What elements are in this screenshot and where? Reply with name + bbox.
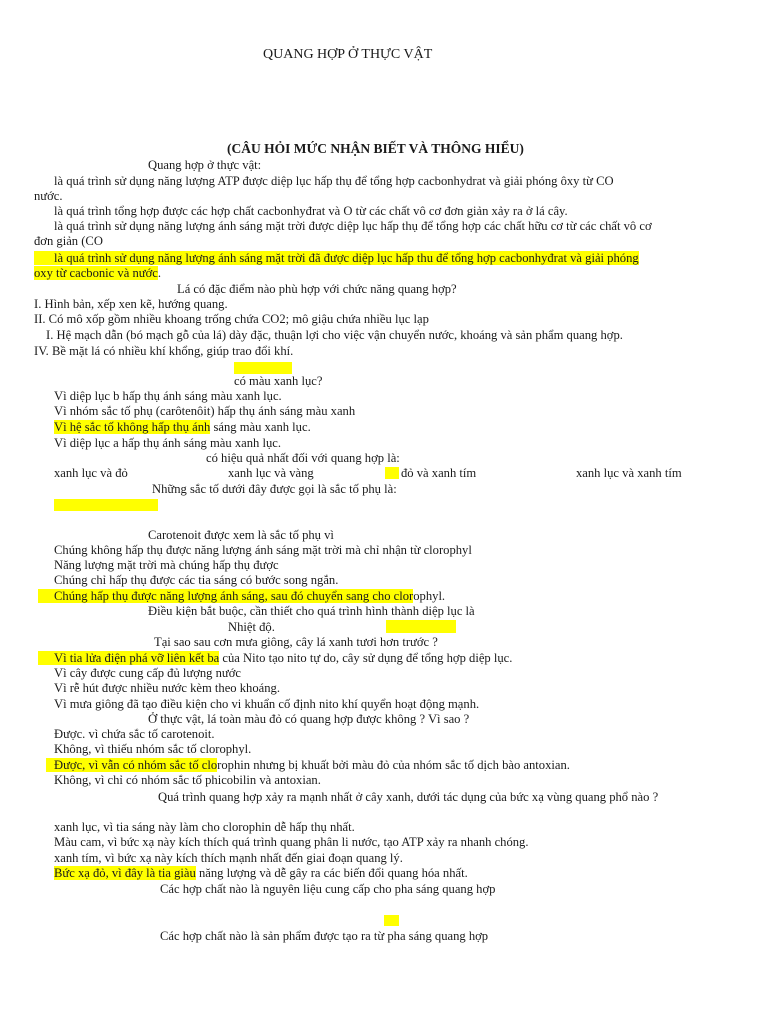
q4-option-c: đỏ và xanh tím	[401, 466, 477, 480]
question-4: có hiệu quả nhất đối với quang hợp là:	[206, 451, 400, 465]
q6-option-d	[38, 589, 445, 604]
answer-highlight: Vì tia lửa điện phá vỡ liên kết ba	[38, 651, 219, 665]
answer-highlight-block	[384, 915, 399, 926]
q10-option-d-rest: năng lượng và dễ gây ra các biến đổi quang hóa nhất.	[195, 866, 468, 880]
q1-option-c: là quá trình sử dụng năng lượng ánh sáng mặt trời được diệp lục hấp thụ để tổng hợp các chất hữu cơ từ các chất vô cơ	[54, 219, 652, 233]
section-subtitle: (CÂU HỎI MỨC NHẬN BIẾT VÀ THÔNG HIỂU)	[227, 141, 524, 156]
q2-statement-2: II. Có mô xốp gồm nhiều khoang trống chứa CO2; mô giậu chứa nhiều lục lạp	[34, 312, 429, 326]
q2-statement-1: I. Hình bản, xếp xen kẽ, hướng quang.	[34, 297, 228, 311]
q1-option-a-cont: nước.	[34, 189, 63, 203]
q9-option-a: Được. vì chứa sắc tố carotenoit.	[54, 727, 215, 741]
question-1: Quang hợp ở thực vật:	[148, 158, 262, 172]
q6-option-b: Năng lượng mặt trời mà chúng hấp thụ được	[54, 558, 279, 572]
answer-highlight-block	[234, 362, 292, 374]
q9-option-c	[46, 758, 570, 773]
question-2: Lá có đặc điểm nào phù hợp với chức năng quang hợp?	[177, 282, 457, 296]
q10-option-a: xanh lục, vì tia sáng này làm cho clorophin dễ hấp thụ nhất.	[54, 820, 355, 834]
q10-option-d	[54, 866, 468, 881]
answer-highlight-block	[385, 467, 399, 479]
question-8: Tại sao sau cơn mưa giông, cây lá xanh tươi hơn trước ?	[154, 635, 438, 649]
answer-highlight: Vì hệ sắc tố không hấp thụ ánh	[54, 420, 211, 434]
question-9: Ở thực vật, lá toàn màu đỏ có quang hợp được không ? Vì sao ?	[148, 712, 470, 726]
q1-option-d	[34, 251, 639, 266]
answer-highlight: oxy từ cacbonic và nước	[34, 266, 158, 280]
answer-highlight-block	[386, 620, 456, 633]
q10-option-c: xanh tím, vì bức xạ này kích thích mạnh nhất đến giai đoạn quang lý.	[54, 851, 403, 865]
question-12: Các hợp chất nào là sản phẩm được tạo ra từ pha sáng quang hợp	[160, 929, 489, 943]
period: .	[157, 266, 161, 280]
q1-option-b: là quá trình tổng hợp được các hợp chất cacbonhyđrat và O từ các chất vô cơ đơn giản xảy ra ở lá cây.	[54, 204, 568, 218]
q10-option-b: Màu cam, vì bức xạ này kích thích quá trình quang phân li nước, tạo ATP xảy ra nhanh chóng.	[54, 835, 529, 849]
q3-option-c	[54, 420, 311, 435]
q9-option-b: Không, vì thiếu nhóm sắc tố clorophyl.	[54, 742, 252, 756]
q8-option-a-rest: của Nito tạo nito tự do, cây sử dụng để tổng hợp diệp lục.	[219, 651, 513, 665]
q7-answer: Nhiệt độ.	[228, 620, 275, 634]
q8-option-a	[38, 651, 512, 666]
page-title: QUANG HỢP Ở THỰC VẬT	[263, 47, 433, 62]
q3-option-a: Vì diệp lục b hấp thụ ánh sáng màu xanh lục.	[54, 389, 282, 403]
q1-option-d-cont	[34, 266, 161, 281]
q4-option-b: xanh lục và vàng	[228, 466, 314, 480]
q6-option-c: Chúng chỉ hấp thụ được các tia sáng có bước song ngắn.	[54, 573, 339, 587]
q6-option-d-rest: ophyl.	[413, 589, 446, 603]
answer-highlight: Chúng hấp thụ được năng lượng ánh sáng, sau đó chuyển sang cho clor	[38, 589, 413, 603]
question-7: Điều kiện bắt buộc, cần thiết cho quá trình hình thành diệp lục là	[148, 604, 475, 618]
question-6: Carotenoit được xem là sắc tố phụ vì	[148, 528, 334, 542]
q3-option-c-rest: sáng màu xanh lục.	[210, 420, 311, 434]
question-5: Những sắc tố dưới đây được gọi là sắc tố phụ là:	[152, 482, 397, 496]
answer-highlight: Bức xạ đỏ, vì đây là tia giàu	[54, 866, 196, 880]
q9-option-d: Không, vì chỉ có nhóm sắc tố phicobilin và antoxian.	[54, 773, 321, 787]
q9-option-c-rest: rophin nhưng bị khuất bởi màu đỏ của nhóm sắc tố dịch bào antoxian.	[217, 758, 570, 772]
q8-option-b: Vì cây được cung cấp đủ lượng nước	[54, 666, 241, 680]
q1-option-c-cont: đơn giản (CO	[34, 234, 103, 248]
q1-option-a: là quá trình sử dụng năng lượng ATP được diệp lục hấp thụ để tổng hợp cacbonhydrat và giải phóng ôxy từ CO	[54, 174, 614, 188]
answer-highlight-block	[54, 499, 158, 511]
q3-option-d: Vì diệp lục a hấp thụ ánh sáng màu xanh lục.	[54, 436, 281, 450]
q8-option-d: Vì mưa giông đã tạo điều kiện cho vi khuẩn cố định nito khí quyển hoạt động mạnh.	[54, 697, 480, 711]
q4-option-a: xanh lục và đỏ	[54, 466, 128, 480]
q2-statement-4: IV. Bề mặt lá có nhiều khí khổng, giúp trao đổi khí.	[34, 344, 294, 358]
answer-highlight: Được, vì vẫn có nhóm sắc tố clo	[46, 758, 217, 772]
question-10: Quá trình quang hợp xảy ra mạnh nhất ở cây xanh, dưới tác dụng của bức xạ vùng quang phổ nào ?	[158, 790, 659, 804]
answer-highlight: là quá trình sử dụng năng lượng ánh sáng mặt trời đã được diệp lục hấp thu để tổng hợp cacbonhyđrat và giải phóng	[34, 251, 639, 265]
q6-option-a: Chúng không hấp thụ được năng lượng ánh sáng mặt trời mà chỉ nhận từ clorophyl	[54, 543, 472, 557]
q4-option-d: xanh lục và xanh tím	[576, 466, 682, 480]
q8-option-c: Vì rễ hút được nhiều nước kèm theo khoáng.	[54, 681, 280, 695]
question-11: Các hợp chất nào là nguyên liệu cung cấp cho pha sáng quang hợp	[160, 882, 496, 896]
q3-option-b: Vì nhóm sắc tố phụ (carôtenôit) hấp thụ ánh sáng màu xanh	[54, 404, 356, 418]
question-3: có màu xanh lục?	[234, 374, 323, 388]
q2-statement-3: I. Hệ mạch dẫn (bó mạch gỗ của lá) dày đặc, thuận lợi cho việc vận chuyển nước, khoáng và sản phẩm quang hợp.	[46, 328, 623, 342]
